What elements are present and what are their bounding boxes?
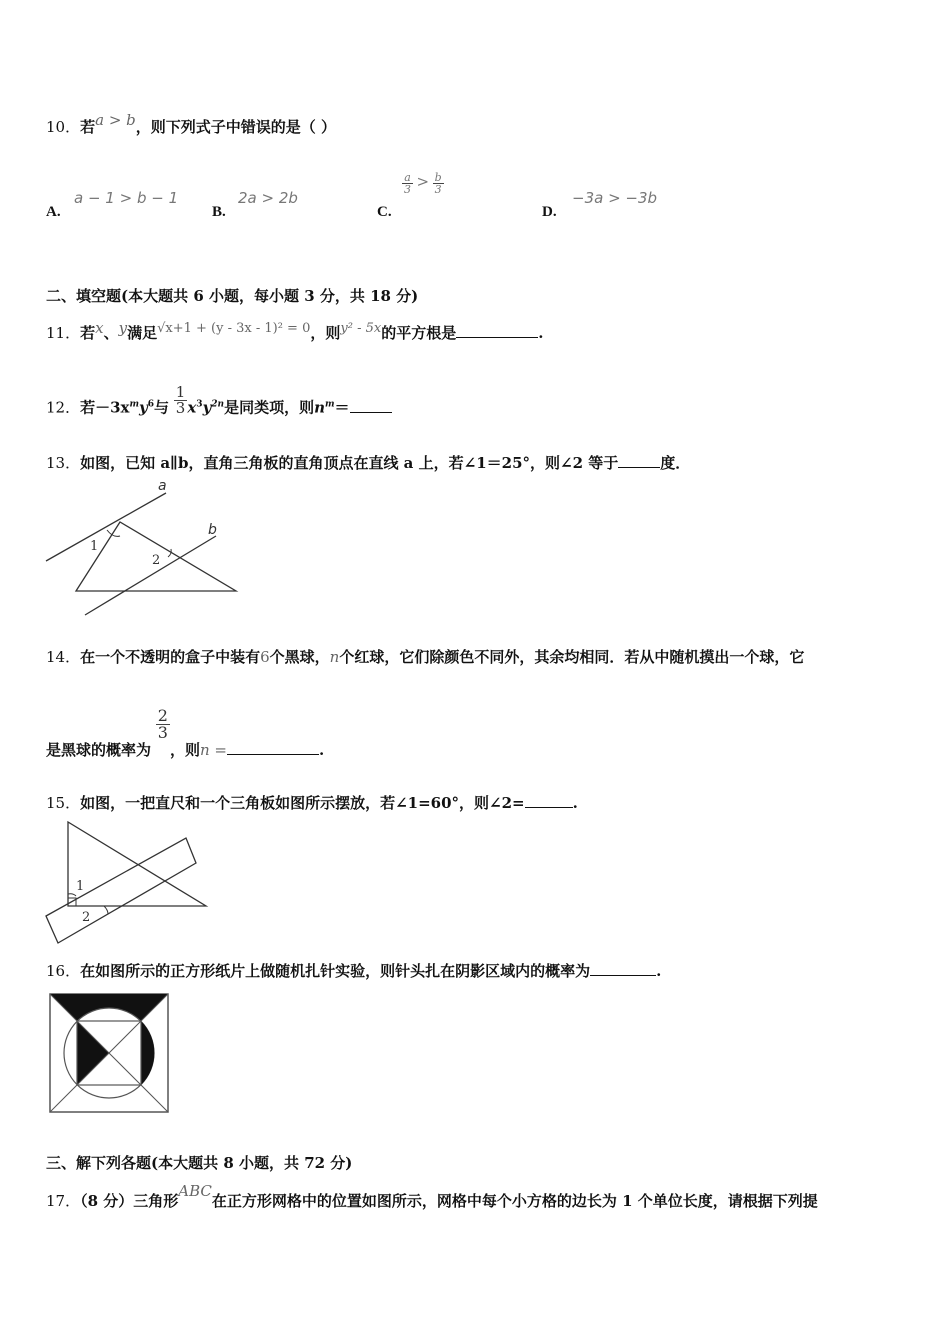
- q15-answer-blank[interactable]: [525, 793, 573, 808]
- q12-stem: 12．若$-3x^my^6$与 $\frac{1}{3}$ $x^3y^{2n}$是同类项，则$n^m=$: [46, 393, 392, 424]
- q10-stem: [46, 111, 336, 137]
- q15-label-2: 2: [82, 910, 91, 925]
- q17-triangle-name: ABC: [178, 1182, 212, 1200]
- q10-option-a-expr: a − 1 > b − 1: [74, 189, 179, 207]
- q16-stem: 16．在如图所示的正方形纸片上做随机扎针实验，则针头扎在阴影区域内的概率为 .: [46, 962, 662, 980]
- q15-figure: [40, 818, 220, 948]
- q10-text-b: ，则下列式子中错误的是（ ）: [135, 118, 336, 136]
- q13-label-2: 2: [152, 553, 161, 568]
- q14-number: 14．: [46, 648, 81, 666]
- q13-label-b: b: [208, 522, 217, 538]
- q14-fraction: $\frac{2}{3}$: [157, 706, 168, 742]
- q16-number: 16．: [46, 962, 81, 980]
- q10-option-a-label: A.: [46, 204, 61, 220]
- section2-title: 二、填空题(本大题共 6 小题，每小题 3 分，共 18 分): [46, 287, 419, 305]
- q15-number: 15．: [46, 794, 81, 812]
- q14-stem-line2: 是黑球的概率为 $\frac{2}{3}$ ，则n = .: [46, 706, 325, 759]
- q14-answer-blank[interactable]: [227, 740, 319, 755]
- q15-label-1: 1: [76, 879, 85, 894]
- q10-condition: a > b: [95, 111, 136, 129]
- q15-stem: 15．如图，一把直尺和一个三角板如图所示摆放，若∠1=60°，则∠2= .: [46, 794, 578, 812]
- section3-title: 三、解下列各题(本大题共 8 小题，共 72 分): [46, 1154, 353, 1172]
- q12-answer-blank[interactable]: [350, 398, 392, 413]
- q13-figure: [40, 476, 270, 621]
- q10-option-c: [377, 202, 392, 221]
- q17-stem: 17．（8 分）三角形ABC在正方形网格中的位置如图所示，网格中每个小方格的边长为 1 个单位长度，请根据下列提: [46, 1182, 818, 1210]
- q11-stem: 11．若x、y满足√x+1 + (y - 3x - 1)² = 0，则y² - 5x的平方根是 .: [46, 319, 544, 342]
- q17-number: 17．: [46, 1192, 81, 1210]
- q12-fraction: $\frac{1}{3}$: [175, 383, 186, 417]
- q11-answer-blank[interactable]: [456, 323, 538, 338]
- q10-option-d-expr: −3a > −3b: [572, 189, 658, 207]
- q13-stem: 13．如图，已知 a∥b，直角三角板的直角顶点在直线 a 上，若∠1＝25°，则∠2 等于 度．: [46, 454, 691, 472]
- q13-answer-blank[interactable]: [618, 453, 660, 468]
- q10-number: 10．: [46, 118, 81, 136]
- q10-option-c-label: C.: [377, 204, 392, 220]
- q12-number: 12．: [46, 398, 81, 417]
- q10-option-b: [212, 202, 226, 221]
- q14-stem-line1: 14．在一个不透明的盒子中装有6个黑球，n个红球，它们除颜色不同外，其余均相同．若从中随机摸出一个球，它: [46, 648, 805, 666]
- q16-figure: [46, 992, 172, 1114]
- q10-option-d: [542, 202, 557, 221]
- q10-text-a: 若: [80, 118, 96, 136]
- q10-option-d-label: D.: [542, 204, 557, 220]
- q10-option-b-label: B.: [212, 204, 226, 220]
- q11-number: 11．: [46, 324, 81, 342]
- q10-option-a: [46, 202, 61, 221]
- q11-equation: √x+1 + (y - 3x - 1)² = 0: [157, 321, 311, 336]
- q13-label-a: a: [158, 478, 167, 494]
- q10-option-b-expr: 2a > 2b: [238, 189, 298, 207]
- q11-expression: y² - 5x: [340, 321, 382, 336]
- q16-answer-blank[interactable]: [590, 961, 656, 976]
- q10-option-c-expr: $\frac{a}{3}$ > $\frac{b}{3}$: [404, 171, 442, 196]
- q13-label-1: 1: [90, 539, 99, 554]
- q13-number: 13．: [46, 454, 81, 472]
